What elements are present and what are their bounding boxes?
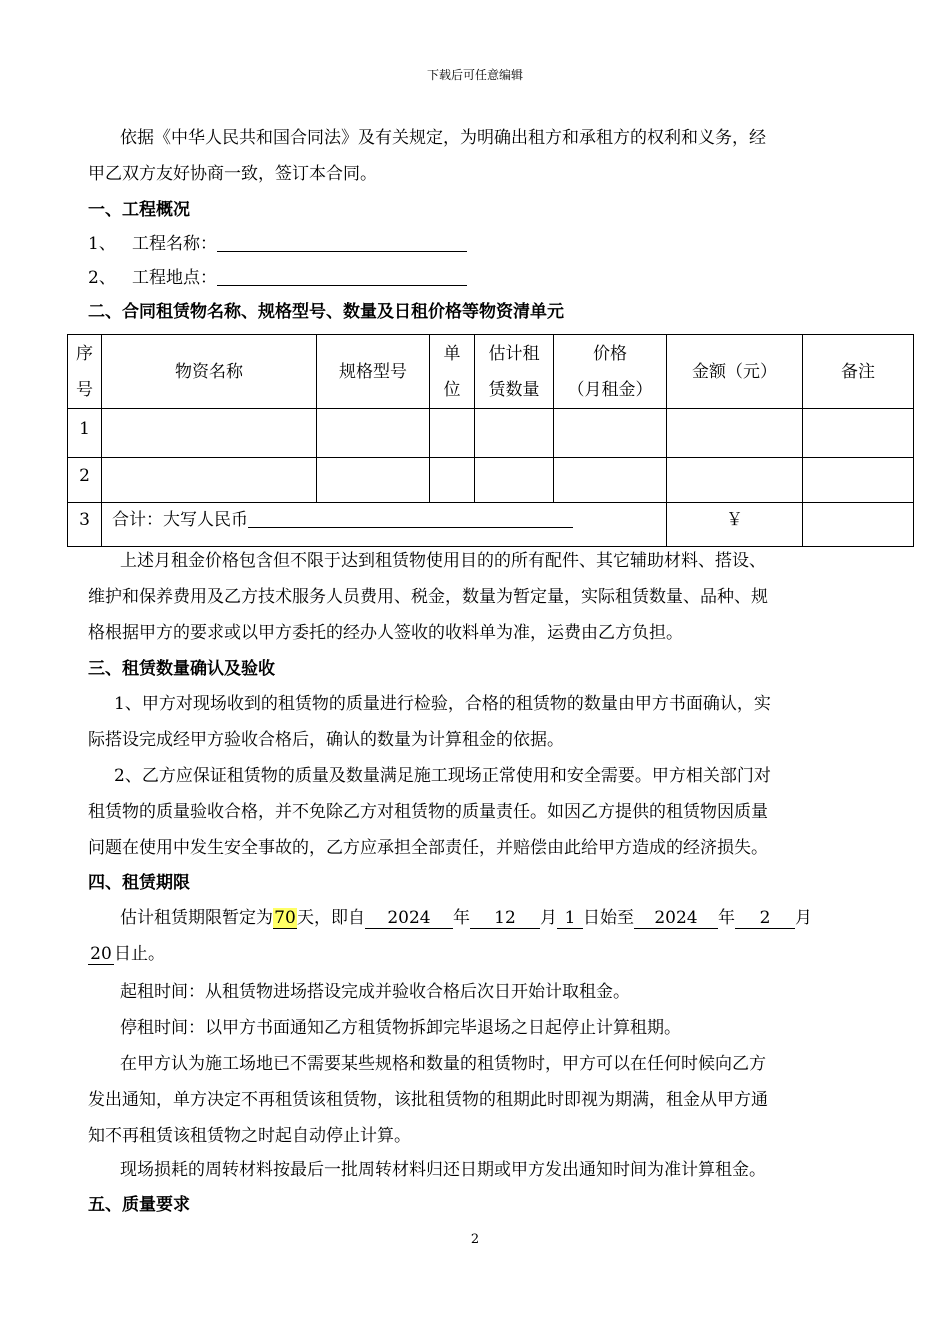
table-cell[interactable]: [803, 409, 914, 458]
start-month-value[interactable]: 12: [470, 908, 540, 929]
table-cell[interactable]: [317, 409, 430, 458]
s3-p1-line-1: 1、甲方对现场收到的租赁物的质量进行检验，合格的租赁物的数量由甲方书面确认，实: [114, 694, 771, 714]
header-notes: 备注: [803, 335, 914, 409]
notice-line-2: 发出通知，单方决定不再租赁该租赁物，该批租赁物的租期此时即视为期满，租金从甲方通: [88, 1090, 768, 1110]
section-1-title: 一、工程概况: [88, 200, 190, 220]
row-number: 2: [68, 458, 102, 503]
intro-line-1: 依据《中华人民共和国合同法》及有关规定，为明确出租方和承租方的权利和义务，经: [120, 128, 766, 148]
lease-term-line: 估计租赁期限暂定为70天，即自 2024 年 12 月 1 日始至 2024 年 2 月: [120, 908, 812, 928]
total-label: 合计：大写人民币: [112, 510, 248, 530]
project-name-field[interactable]: [217, 233, 467, 252]
materials-table: [67, 334, 914, 547]
section-3-title: 三、租赁数量确认及验收: [88, 659, 275, 679]
table-cell[interactable]: [554, 458, 667, 503]
project-location-label: 工程地点：: [132, 268, 218, 288]
rent-note-line-2: 维护和保养费用及乙方技术服务人员费用、税金，数量为暂定量，实际租赁数量、品种、规: [88, 587, 768, 607]
table-cell[interactable]: [667, 409, 803, 458]
table-header-row: [68, 335, 914, 409]
start-day-value[interactable]: 1: [557, 908, 583, 929]
table-cell[interactable]: [554, 409, 667, 458]
s3-p2-line-2: 租赁物的质量验收合格，并不免除乙方对租赁物的质量责任。如因乙方提供的租赁物因质量: [88, 802, 768, 822]
table-row: [68, 409, 914, 458]
start-year-value[interactable]: 2024: [365, 908, 453, 929]
item-number: 2、: [88, 268, 116, 288]
page-header: 下载后可任意编辑: [426, 68, 523, 82]
table-cell[interactable]: [803, 503, 914, 547]
table-cell[interactable]: [430, 409, 475, 458]
section-2-title: 二、合同租赁物名称、规格型号、数量及日租价格等物资清单元: [88, 302, 564, 322]
page-number: 2: [470, 1232, 480, 1247]
header-spec: 规格型号: [317, 335, 430, 409]
row-number: 3: [68, 503, 102, 547]
header-seq: 序 号: [68, 335, 102, 409]
s3-p2-line-3: 问题在使用中发生安全事故的，乙方应承担全部责任，并赔偿由此给甲方造成的经济损失。: [88, 838, 768, 858]
table-cell[interactable]: [667, 458, 803, 503]
end-day-value[interactable]: 20: [88, 944, 114, 965]
header-quantity: 估计租 赁数量: [475, 335, 554, 409]
table-cell[interactable]: [803, 458, 914, 503]
s3-p1-line-2: 际搭设完成经甲方验收合格后，确认的数量为计算租金的依据。: [88, 730, 564, 750]
intro-line-2: 甲乙双方友好协商一致，签订本合同。: [88, 164, 377, 184]
project-location-row: [88, 266, 467, 290]
table-cell[interactable]: [475, 409, 554, 458]
row-number: 1: [68, 409, 102, 458]
rent-start-text: 起租时间：从租赁物进场搭设完成并验收合格后次日开始计取租金。: [120, 982, 630, 1002]
s3-p2-line-1: 2、乙方应保证租赁物的质量及数量满足施工现场正常使用和安全需要。甲方相关部门对: [114, 766, 771, 786]
header-amount: 金额（元）: [667, 335, 803, 409]
project-name-row: [88, 232, 467, 256]
project-location-field[interactable]: [217, 267, 467, 286]
lease-term-line-2: 20 日止。: [88, 942, 165, 966]
table-cell[interactable]: [475, 458, 554, 503]
header-price: 价格 （月租金）: [554, 335, 667, 409]
header-unit: 单 位: [430, 335, 475, 409]
total-amount-field[interactable]: [248, 509, 573, 528]
table-cell[interactable]: [317, 458, 430, 503]
table-cell[interactable]: [430, 458, 475, 503]
end-year-value[interactable]: 2024: [634, 908, 718, 929]
rent-note-line-3: 格根据甲方的要求或以甲方委托的经办人签收的收料单为准，运费由乙方负担。: [88, 623, 683, 643]
rent-note-line-1: 上述月租金价格包含但不限于达到租赁物使用目的的所有配件、其它辅助材料、搭设、: [120, 551, 766, 571]
table-cell[interactable]: [102, 409, 317, 458]
item-number: 1、: [88, 234, 116, 254]
notice-line-1: 在甲方认为施工场地已不需要某些规格和数量的租赁物时，甲方可以在任何时候向乙方: [120, 1054, 766, 1074]
section-5-title: 五、质量要求: [88, 1195, 190, 1215]
project-name-label: 工程名称：: [132, 234, 218, 254]
table-row: [68, 458, 914, 503]
table-total-row: [68, 503, 914, 547]
loss-text: 现场损耗的周转材料按最后一批周转材料归还日期或甲方发出通知时间为准计算租金。: [120, 1160, 766, 1180]
table-cell[interactable]: [102, 458, 317, 503]
header-material-name: 物资名称: [102, 335, 317, 409]
total-cell: [102, 503, 667, 547]
yen-symbol: ￥: [667, 503, 803, 547]
lease-days-value[interactable]: 70: [274, 908, 296, 928]
end-month-value[interactable]: 2: [735, 908, 795, 929]
rent-stop-text: 停租时间：以甲方书面通知乙方租赁物拆卸完毕退场之日起停止计算租期。: [120, 1018, 681, 1038]
notice-line-3: 知不再租赁该租赁物之时起自动停止计算。: [88, 1126, 411, 1146]
section-4-title: 四、租赁期限: [88, 873, 190, 893]
